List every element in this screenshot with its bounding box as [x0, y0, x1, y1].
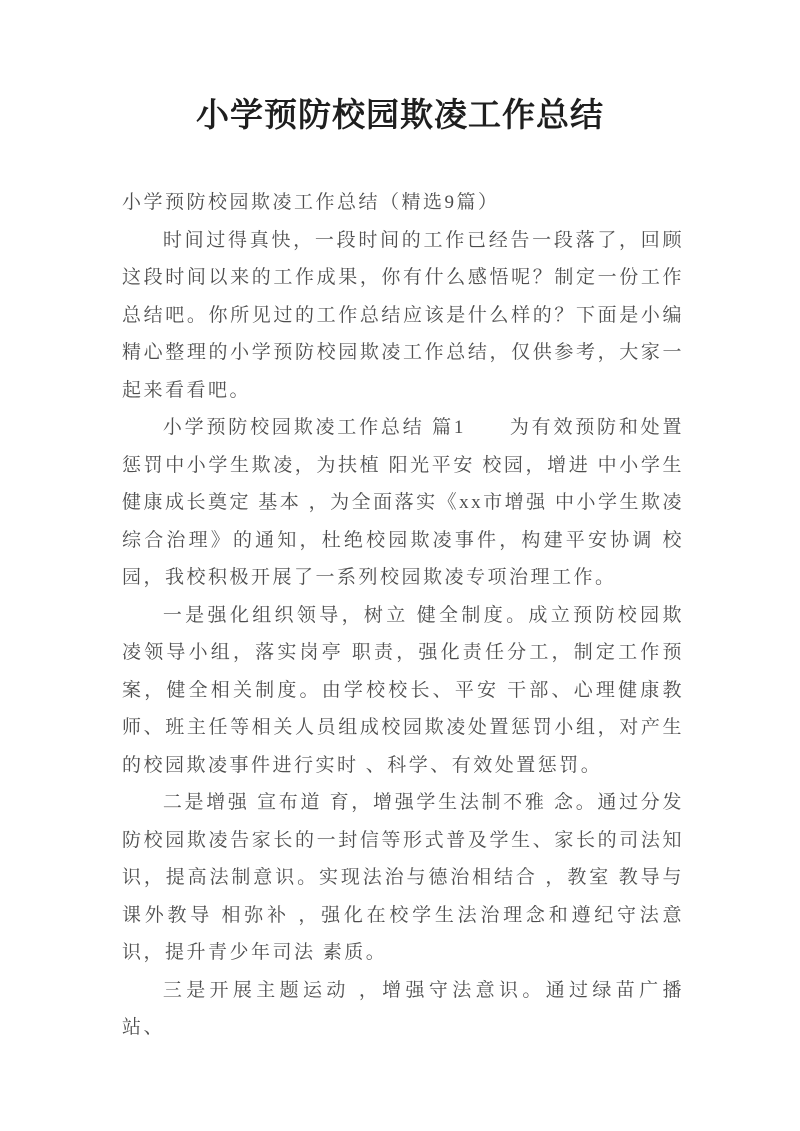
paragraph-intro: 时间过得真快，一段时间的工作已经告一段落了，回顾这段时间以来的工作成果，你有什么感悟呢？制定一份工作总结吧。你所见过的工作总结应该是什么样的？下面是小编精心整理的小学预防校园欺凌工作总结，仅供参考，大家一起来看看吧。 — [122, 229, 684, 401]
paragraph-point-3: 三是开展主题运动 ，增强守法意识。通过绿苗广播站、 — [122, 979, 684, 1038]
paragraph-point-2: 二是增强 宣布道 育，增强学生法制不雅 念。通过分发防校园欺凌告家长的一封信等形式普及学生、家长的司法知识，提高法制意识。实现法治与德治相结合 ，教室 教导与课外教导 相弥补 ，强化在校学生法治理念和遵纪守法意识，提升青少年司法 素质。 — [122, 792, 684, 963]
paragraph-subtitle: 小学预防校园欺凌工作总结（精选9篇） — [122, 192, 500, 213]
document-title: 小学预防校园欺凌工作总结 — [196, 98, 604, 134]
paragraph-section-1: 小学预防校园欺凌工作总结 篇1 为有效预防和处置惩罚中小学生欺凌，为扶植 阳光平安 校园，增进 中小学生健康成长奠定 基本 ，为全面落实《xx市增强 中小学生欺凌综合治理》的通知，杜绝校园欺凌事件，构建平安协调 校园，我校积极开展了一系列校园欺凌专项治理工作。 — [122, 417, 684, 588]
paragraph-point-1: 一是强化组织领导，树立 健全制度。成立预防校园欺凌领导小组，落实岗亭 职责，强化责任分工，制定工作预案，健全相关制度。由学校校长、平安 干部、心理健康教师、班主任等相关人员组成校园欺凌处置惩罚小组，对产生的校园欺凌事件进行实时 、科学、有效处置惩罚。 — [122, 604, 684, 776]
document-body — [122, 184, 684, 1047]
